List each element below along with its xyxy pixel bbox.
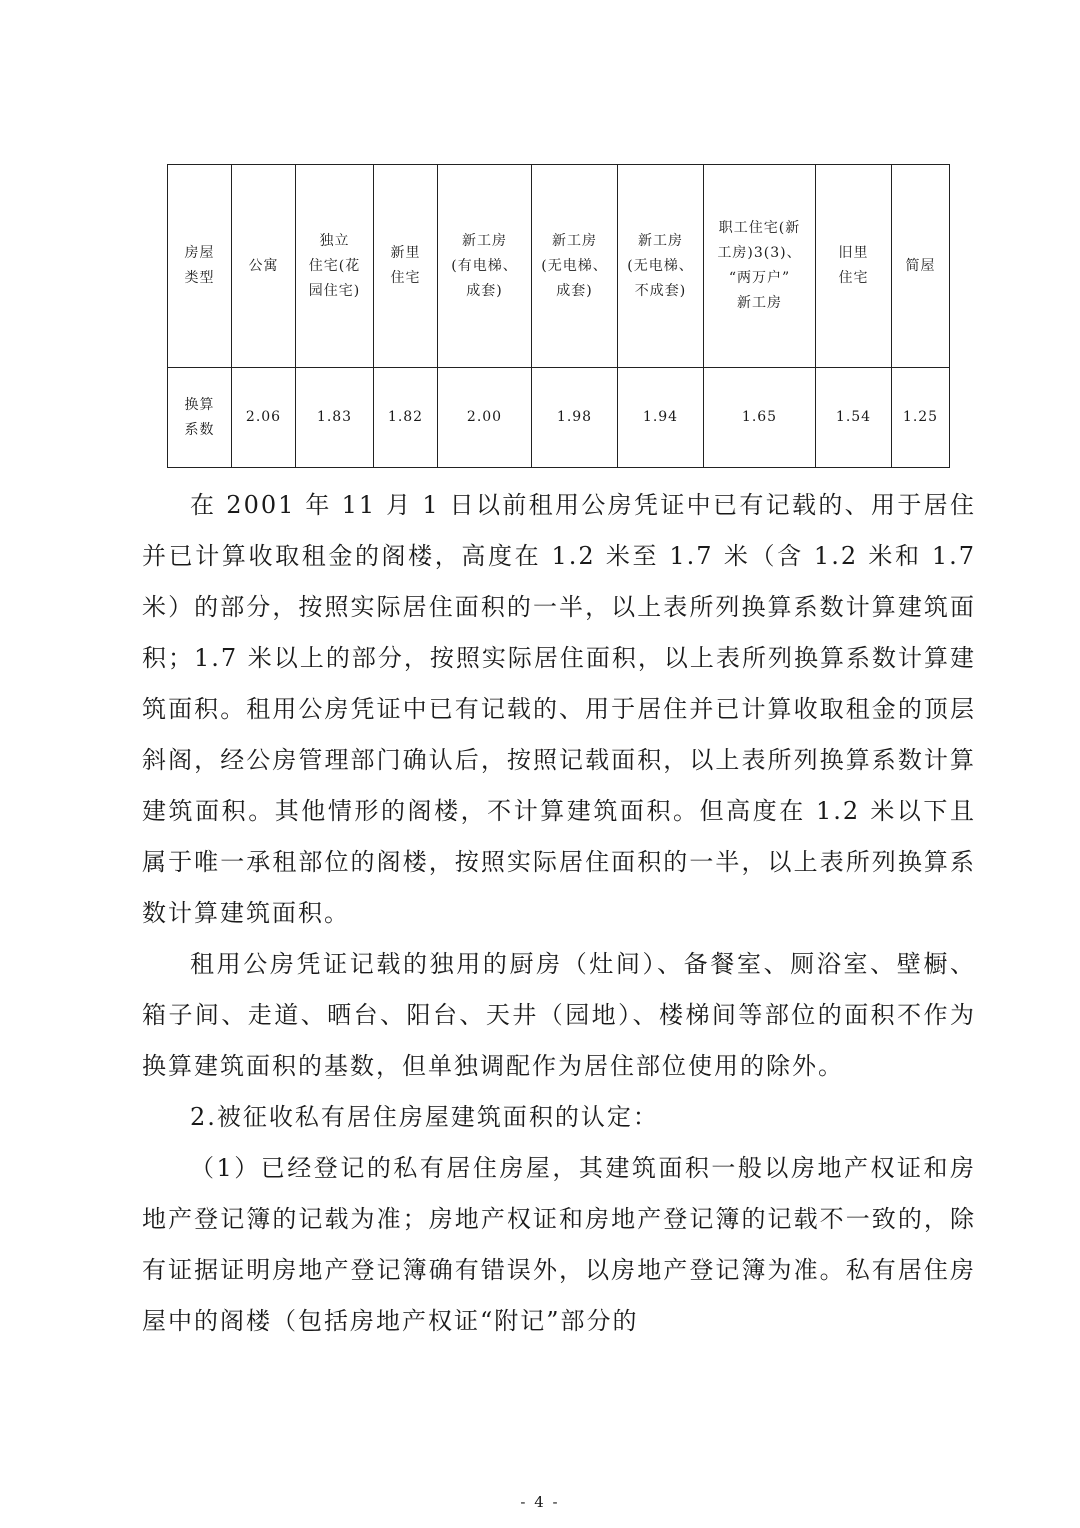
coefficient-value: 2.00 xyxy=(438,368,532,468)
type-cell-new-flat-elevator xyxy=(438,165,532,368)
cell-line: 职工住宅(新 xyxy=(718,220,801,236)
paragraph-auxiliary-area: 租用公房凭证记载的独用的厨房（灶间）、备餐室、厕浴室、壁橱、箱子间、走道、晒台、阳台、天井（园地）、楼梯间等部位的面积不作为换算建筑面积的基数，但单独调配作为居住部位使用的除外。 xyxy=(142,950,976,1080)
table-value-row xyxy=(168,368,950,468)
cell-line: (无电梯、 xyxy=(627,257,694,274)
cell-line: 公寓 xyxy=(248,257,279,274)
type-cell-apartment xyxy=(232,165,296,368)
type-cell-new-lane-house xyxy=(374,165,438,368)
coefficient-value: 1.65 xyxy=(704,368,816,468)
cell-line: 系数 xyxy=(184,421,215,438)
type-cell-new-flat-no-elevator xyxy=(532,165,618,368)
cell-line: 新工房 xyxy=(462,232,507,249)
type-cell-worker-housing xyxy=(704,165,816,368)
cell-line: 新里 xyxy=(390,245,421,261)
cell-line: 不成套) xyxy=(634,282,687,299)
cell-line: 工房)3(3)、 xyxy=(717,245,802,261)
cell-line: 住宅(花 xyxy=(308,257,361,274)
cell-line: (有电梯、 xyxy=(451,257,518,274)
cell-line: 新工房 xyxy=(737,295,782,311)
cell-line: 新工房 xyxy=(638,232,683,249)
cell-line: “两万户” xyxy=(728,270,791,286)
cell-line: 独立 xyxy=(319,232,350,249)
cell-line: 园住宅) xyxy=(308,282,361,299)
cell-line: 成套) xyxy=(466,282,503,299)
cell-line: 住宅 xyxy=(390,270,421,286)
page-number: - 4 - xyxy=(520,1493,560,1511)
table-header-row xyxy=(168,165,950,368)
cell-line: 成套) xyxy=(556,282,593,299)
cell-line: 新工房 xyxy=(552,232,597,249)
house-type-label-cell xyxy=(168,165,232,368)
cell-line: 旧里 xyxy=(838,245,869,261)
coefficient-value: 2.06 xyxy=(232,368,296,468)
type-cell-new-flat-incomplete xyxy=(618,165,704,368)
type-cell-detached-house xyxy=(296,165,374,368)
type-cell-old-lane-house xyxy=(816,165,892,368)
document-body xyxy=(142,480,976,1347)
section-heading-private-housing: 2.被征收私有居住房屋建筑面积的认定： xyxy=(190,1103,659,1131)
paragraph-attic-area: 在 2001 年 11 月 1 日以前租用公房凭证中已有记载的、用于居住并已计算收取租金的阁楼，高度在 1.2 米至 1.7 米（含 1.2 米和 1.7 米）的部分，按照实际居住面积的一半，以上表所列换算系数计算建筑面积；1.7 米以上的部分，按照实际居住面积，以上表所列换算系数计算建筑面积。租用公房凭证中已有记载的、用于居住并已计算收取租金的顶层斜阁，经公房管理部门确认后，按照记载面积，以上表所列换算系数计算建筑面积。其他情形的阁楼，不计算建筑面积。但高度在 1.2 米以下且属于唯一承租部位的阁楼，按照实际居住面积的一半，以上表所列换算系数计算建筑面积。 xyxy=(142,491,976,927)
coefficient-value: 1.94 xyxy=(618,368,704,468)
cell-line: 简屋 xyxy=(905,257,936,274)
coefficient-value: 1.98 xyxy=(532,368,618,468)
coefficient-value: 1.83 xyxy=(296,368,374,468)
cell-line: 住宅 xyxy=(838,270,869,286)
coefficient-label-cell xyxy=(168,368,232,468)
coefficient-value: 1.25 xyxy=(892,368,950,468)
coefficient-value: 1.82 xyxy=(374,368,438,468)
type-cell-simple-house xyxy=(892,165,950,368)
cell-line: 类型 xyxy=(184,270,215,286)
coefficient-value: 1.54 xyxy=(816,368,892,468)
cell-line: 房屋 xyxy=(184,245,215,261)
conversion-coefficient-table xyxy=(167,164,950,468)
cell-line: (无电梯、 xyxy=(541,257,608,274)
cell-line: 换算 xyxy=(184,396,215,413)
paragraph-registered-private-housing: （1）已经登记的私有居住房屋，其建筑面积一般以房地产权证和房地产登记簿的记载为准；房地产权证和房地产登记簿的记载不一致的，除有证据证明房地产登记簿确有错误外，以房地产登记簿为准。私有居住房屋中的阁楼（包括房地产权证“附记”部分的 xyxy=(142,1154,976,1335)
